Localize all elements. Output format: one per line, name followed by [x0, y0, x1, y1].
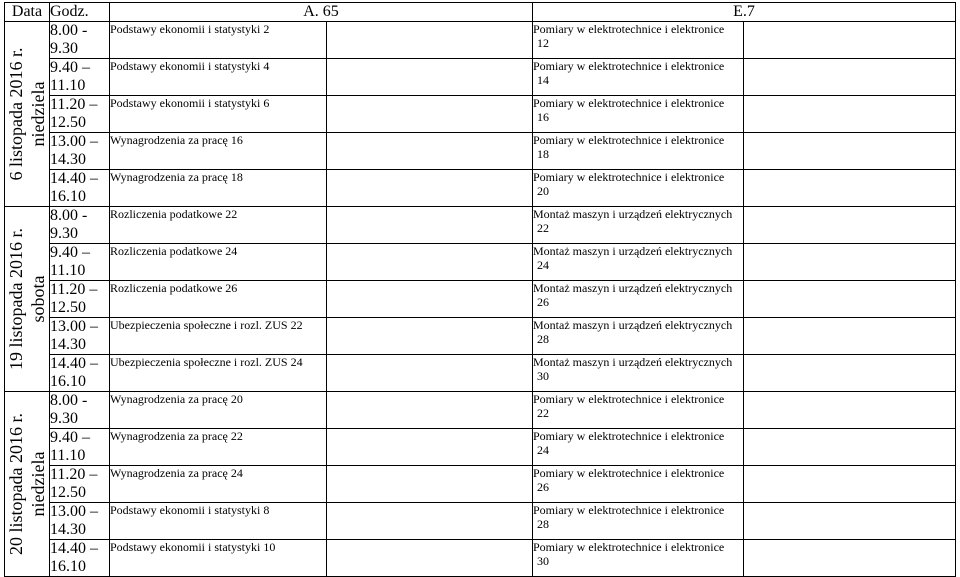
- room-e-subject-name: Pomiary w elektrotechnice i elektronice: [533, 22, 725, 36]
- room-e-subject: [533, 318, 744, 355]
- time-start: 14.40 –: [50, 170, 98, 187]
- day-label: [5, 48, 49, 181]
- room-e-empty: [744, 318, 956, 355]
- room-e-subject-number: 12: [537, 36, 549, 50]
- time-start: 11.20 –: [50, 96, 98, 113]
- day-date: 6 listopada 2016 r.: [6, 47, 26, 181]
- time-start: 8.00 -: [50, 392, 88, 409]
- header-room-a: A. 65: [110, 3, 533, 22]
- time-cell: [50, 133, 110, 170]
- room-a-empty: [327, 59, 533, 96]
- room-e-subject: [533, 96, 744, 133]
- room-e-subject: [533, 540, 744, 577]
- header-row: [5, 3, 956, 22]
- room-e-subject: [533, 59, 744, 96]
- time-start: 11.20 –: [50, 466, 98, 483]
- day-date: 19 listopada 2016 r.: [6, 228, 26, 370]
- room-e-empty: [744, 207, 956, 244]
- header-data: Data: [5, 3, 50, 22]
- time-cell: [50, 281, 110, 318]
- time-cell: [50, 392, 110, 429]
- room-e-subject-number: 26: [537, 295, 549, 309]
- room-e-subject-name: Pomiary w elektrotechnice i elektronice: [533, 466, 725, 480]
- table-row: [5, 540, 956, 577]
- room-e-subject-number: 22: [537, 221, 549, 235]
- room-a-subject: Wynagrodzenia za pracę 16: [110, 133, 327, 170]
- time-start: 8.00 -: [50, 207, 88, 224]
- room-a-subject: Podstawy ekonomii i statystyki 4: [110, 59, 327, 96]
- room-e-subject-name: Montaż maszyn i urządzeń elektrycznych: [533, 318, 733, 332]
- room-a-subject: Podstawy ekonomii i statystyki 6: [110, 96, 327, 133]
- time-start: 14.40 –: [50, 355, 98, 372]
- time-end: 14.30: [50, 521, 86, 538]
- room-e-subject: [533, 503, 744, 540]
- room-e-subject-number: 26: [537, 480, 549, 494]
- room-e-subject-number: 30: [537, 554, 549, 568]
- table-row: [5, 355, 956, 392]
- time-end: 11.10: [50, 77, 86, 94]
- table-row: [5, 318, 956, 355]
- time-cell: [50, 466, 110, 503]
- time-end: 12.50: [50, 299, 86, 316]
- time-cell: [50, 96, 110, 133]
- schedule-table: [4, 2, 956, 577]
- room-e-subject-number: 24: [537, 258, 549, 272]
- room-a-empty: [327, 540, 533, 577]
- time-cell: [50, 503, 110, 540]
- room-e-subject: [533, 133, 744, 170]
- room-e-subject-number: 14: [537, 73, 549, 87]
- room-e-subject: [533, 392, 744, 429]
- day-weekday: niedziela: [28, 451, 48, 517]
- room-a-subject: Podstawy ekonomii i statystyki 10: [110, 540, 327, 577]
- time-start: 13.00 –: [50, 133, 98, 150]
- room-e-subject: [533, 170, 744, 207]
- room-e-subject-name: Montaż maszyn i urządzeń elektrycznych: [533, 207, 733, 221]
- time-cell: [50, 318, 110, 355]
- room-a-empty: [327, 466, 533, 503]
- room-e-empty: [744, 244, 956, 281]
- room-e-empty: [744, 170, 956, 207]
- table-row: [5, 503, 956, 540]
- table-row: [5, 429, 956, 466]
- room-e-subject: [533, 466, 744, 503]
- room-a-subject: Wynagrodzenia za pracę 24: [110, 466, 327, 503]
- time-end: 14.30: [50, 151, 86, 168]
- room-a-empty: [327, 281, 533, 318]
- time-start: 9.40 –: [50, 244, 90, 261]
- room-e-subject-name: Montaż maszyn i urządzeń elektrycznych: [533, 244, 733, 258]
- room-e-empty: [744, 429, 956, 466]
- room-a-subject: Podstawy ekonomii i statystyki 2: [110, 22, 327, 59]
- time-cell: [50, 540, 110, 577]
- room-e-subject-name: Pomiary w elektrotechnice i elektronice: [533, 96, 725, 110]
- room-a-empty: [327, 207, 533, 244]
- time-end: 9.30: [50, 410, 78, 427]
- time-end: 16.10: [50, 188, 86, 205]
- room-e-subject-name: Montaż maszyn i urządzeń elektrycznych: [533, 355, 733, 369]
- time-end: 11.10: [50, 447, 86, 464]
- table-row: [5, 466, 956, 503]
- table-row: [5, 207, 956, 244]
- room-a-subject: Wynagrodzenia za pracę 18: [110, 170, 327, 207]
- room-e-empty: [744, 22, 956, 59]
- room-e-empty: [744, 392, 956, 429]
- time-end: 12.50: [50, 484, 86, 501]
- time-cell: [50, 244, 110, 281]
- room-e-subject: [533, 244, 744, 281]
- table-row: [5, 244, 956, 281]
- time-cell: [50, 59, 110, 96]
- room-a-empty: [327, 22, 533, 59]
- table-row: [5, 170, 956, 207]
- room-a-empty: [327, 133, 533, 170]
- room-e-subject-number: 28: [537, 332, 549, 346]
- day-date: 20 listopada 2016 r.: [6, 413, 26, 555]
- day-cell: [5, 22, 50, 207]
- time-start: 9.40 –: [50, 59, 90, 76]
- time-cell: [50, 22, 110, 59]
- room-e-subject-name: Pomiary w elektrotechnice i elektronice: [533, 170, 725, 184]
- room-e-empty: [744, 281, 956, 318]
- room-e-subject-number: 18: [537, 147, 549, 161]
- room-e-empty: [744, 59, 956, 96]
- header-room-e: E.7: [533, 3, 956, 22]
- room-a-subject: Rozliczenia podatkowe 24: [110, 244, 327, 281]
- room-a-empty: [327, 392, 533, 429]
- room-a-empty: [327, 170, 533, 207]
- header-godz: Godz.: [50, 3, 110, 22]
- room-e-subject-number: 16: [537, 110, 549, 124]
- room-e-subject-name: Pomiary w elektrotechnice i elektronice: [533, 540, 725, 554]
- time-end: 9.30: [50, 40, 78, 57]
- room-e-empty: [744, 133, 956, 170]
- room-a-empty: [327, 318, 533, 355]
- time-cell: [50, 355, 110, 392]
- table-row: [5, 133, 956, 170]
- day-cell: [5, 207, 50, 392]
- room-e-empty: [744, 355, 956, 392]
- table-row: [5, 59, 956, 96]
- room-e-subject-number: 28: [537, 517, 549, 531]
- room-e-subject-name: Pomiary w elektrotechnice i elektronice: [533, 503, 725, 517]
- room-e-subject-name: Pomiary w elektrotechnice i elektronice: [533, 392, 725, 406]
- room-a-empty: [327, 503, 533, 540]
- room-a-subject: Wynagrodzenia za pracę 20: [110, 392, 327, 429]
- time-end: 12.50: [50, 114, 86, 131]
- room-e-subject: [533, 355, 744, 392]
- room-e-subject-number: 24: [537, 443, 549, 457]
- room-a-empty: [327, 429, 533, 466]
- day-cell: [5, 392, 50, 577]
- table-row: [5, 281, 956, 318]
- room-e-empty: [744, 540, 956, 577]
- room-e-empty: [744, 466, 956, 503]
- room-a-subject: Wynagrodzenia za pracę 22: [110, 429, 327, 466]
- room-e-subject: [533, 429, 744, 466]
- time-cell: [50, 207, 110, 244]
- time-end: 16.10: [50, 558, 86, 575]
- room-e-subject-number: 30: [537, 369, 549, 383]
- room-a-subject: Ubezpieczenia społeczne i rozl. ZUS 24: [110, 355, 327, 392]
- room-a-subject: Rozliczenia podatkowe 22: [110, 207, 327, 244]
- room-e-subject: [533, 207, 744, 244]
- table-row: [5, 96, 956, 133]
- time-cell: [50, 429, 110, 466]
- room-a-subject: Ubezpieczenia społeczne i rozl. ZUS 22: [110, 318, 327, 355]
- room-e-empty: [744, 96, 956, 133]
- room-e-subject-name: Pomiary w elektrotechnice i elektronice: [533, 59, 725, 73]
- room-a-empty: [327, 355, 533, 392]
- time-start: 14.40 –: [50, 540, 98, 557]
- room-a-empty: [327, 244, 533, 281]
- room-e-subject-name: Montaż maszyn i urządzeń elektrycznych: [533, 281, 733, 295]
- room-e-empty: [744, 503, 956, 540]
- day-label: [5, 228, 49, 370]
- room-a-subject: Podstawy ekonomii i statystyki 8: [110, 503, 327, 540]
- room-e-subject-number: 22: [537, 406, 549, 420]
- time-start: 13.00 –: [50, 503, 98, 520]
- day-label: [5, 413, 49, 555]
- table-row: [5, 392, 956, 429]
- time-start: 8.00 -: [50, 22, 88, 39]
- time-end: 16.10: [50, 373, 86, 390]
- room-e-subject-name: Pomiary w elektrotechnice i elektronice: [533, 429, 725, 443]
- day-weekday: sobota: [28, 275, 48, 323]
- room-a-empty: [327, 96, 533, 133]
- day-weekday: niedziela: [28, 81, 48, 147]
- room-e-subject-number: 20: [537, 184, 549, 198]
- time-end: 14.30: [50, 336, 86, 353]
- time-cell: [50, 170, 110, 207]
- time-start: 9.40 –: [50, 429, 90, 446]
- time-end: 11.10: [50, 262, 86, 279]
- time-start: 13.00 –: [50, 318, 98, 335]
- table-row: [5, 22, 956, 59]
- time-start: 11.20 –: [50, 281, 98, 298]
- room-e-subject: [533, 281, 744, 318]
- time-end: 9.30: [50, 225, 78, 242]
- room-a-subject: Rozliczenia podatkowe 26: [110, 281, 327, 318]
- room-e-subject-name: Pomiary w elektrotechnice i elektronice: [533, 133, 725, 147]
- schedule-body: [5, 22, 956, 577]
- room-e-subject: [533, 22, 744, 59]
